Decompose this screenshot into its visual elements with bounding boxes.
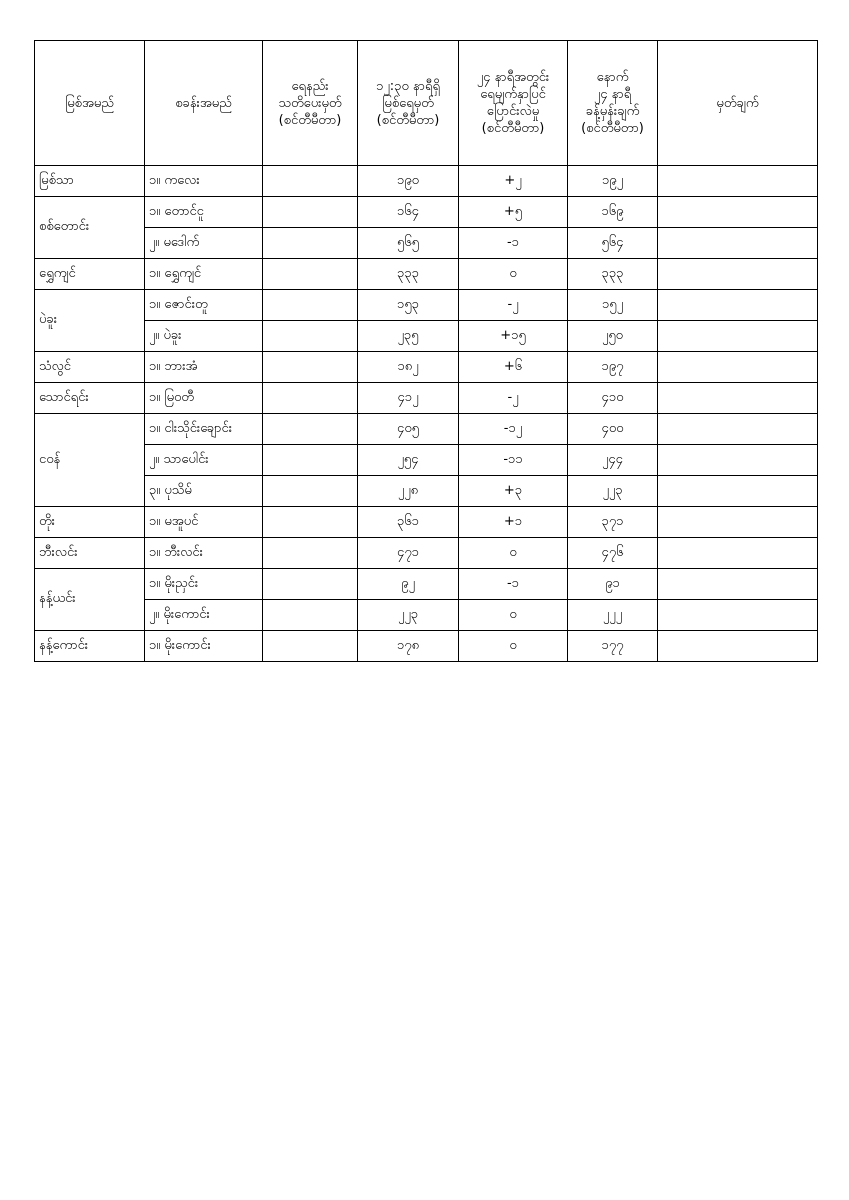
river-name-cell: တိုး — [35, 507, 145, 538]
remarks-cell — [658, 445, 818, 476]
change-cell: +၅ — [459, 197, 568, 228]
header-danger-level: ရေနည်း သတိပေးမှတ် (စင်တီမီတာ) — [263, 41, 358, 166]
station-name-cell: ၂။ မဒေါက် — [145, 228, 263, 259]
change-cell: +၂ — [459, 166, 568, 197]
danger-level-cell — [263, 383, 358, 414]
remarks-cell — [658, 259, 818, 290]
river-name-cell: သံလွင် — [35, 352, 145, 383]
remarks-cell — [658, 507, 818, 538]
station-name-cell: ၁။ ဇောင်းတူ — [145, 290, 263, 321]
change-cell: -၁ — [459, 228, 568, 259]
table-row — [35, 321, 818, 352]
water-level-cell: ၂၂၃ — [358, 600, 459, 631]
water-level-cell: ၁၉၀ — [358, 166, 459, 197]
table-row — [35, 383, 818, 414]
water-level-cell: ၂၃၅ — [358, 321, 459, 352]
station-name-cell: ၃။ ပုသိမ် — [145, 476, 263, 507]
remarks-cell — [658, 197, 818, 228]
danger-level-cell — [263, 321, 358, 352]
danger-level-cell — [263, 290, 358, 321]
change-cell: ၀ — [459, 538, 568, 569]
water-level-cell: ၄၇၁ — [358, 538, 459, 569]
danger-level-cell — [263, 569, 358, 600]
remarks-cell — [658, 290, 818, 321]
forecast-cell: ၉၁ — [568, 569, 658, 600]
water-level-cell: ၁၆၄ — [358, 197, 459, 228]
change-cell: -၁ — [459, 569, 568, 600]
remarks-cell — [658, 600, 818, 631]
water-level-cell: ၄၀၅ — [358, 414, 459, 445]
forecast-cell: ၄၇၆ — [568, 538, 658, 569]
danger-level-cell — [263, 476, 358, 507]
water-level-cell: ၃၃၃ — [358, 259, 459, 290]
header-forecast: နောက် ၂၄ နာရီ ခန့်မှန်းချက် (စင်တီမီတာ) — [568, 41, 658, 166]
forecast-cell: ၂၅၀ — [568, 321, 658, 352]
station-name-cell: ၂။ မိုးကောင်း — [145, 600, 263, 631]
river-name-cell: ပဲခူး — [35, 290, 145, 352]
table-row — [35, 476, 818, 507]
water-level-cell: ၉၂ — [358, 569, 459, 600]
danger-level-cell — [263, 197, 358, 228]
table-row — [35, 166, 818, 197]
station-name-cell: ၁။ တောင်ငူ — [145, 197, 263, 228]
station-name-cell: ၁။ ရွှေကျင် — [145, 259, 263, 290]
danger-level-cell — [263, 414, 358, 445]
table-row — [35, 600, 818, 631]
danger-level-cell — [263, 631, 358, 662]
river-name-cell: ဘီးလင်း — [35, 538, 145, 569]
station-name-cell: ၁။ ငါးသိုင်းချောင်း — [145, 414, 263, 445]
water-level-cell: ၂၂၈ — [358, 476, 459, 507]
station-name-cell: ၁။ ကလေး — [145, 166, 263, 197]
change-cell: +၁ — [459, 507, 568, 538]
change-cell: -၂ — [459, 290, 568, 321]
danger-level-cell — [263, 166, 358, 197]
water-level-cell: ၁၅၃ — [358, 290, 459, 321]
danger-level-cell — [263, 228, 358, 259]
station-name-cell: ၁။ ဘီးလင်း — [145, 538, 263, 569]
change-cell: +၆ — [459, 352, 568, 383]
danger-level-cell — [263, 259, 358, 290]
change-cell: ၀ — [459, 631, 568, 662]
forecast-cell: ၄၀၀ — [568, 414, 658, 445]
change-cell: +၃ — [459, 476, 568, 507]
table-row — [35, 445, 818, 476]
table-row — [35, 228, 818, 259]
danger-level-cell — [263, 352, 358, 383]
station-name-cell: ၁။ မိုးကောင်း — [145, 631, 263, 662]
table-row — [35, 352, 818, 383]
table-row — [35, 290, 818, 321]
table-row — [35, 259, 818, 290]
station-name-cell: ၁။ မိုးညှင်း — [145, 569, 263, 600]
table-row — [35, 507, 818, 538]
change-cell: +၁၅ — [459, 321, 568, 352]
station-name-cell: ၁။ ဘားအံ — [145, 352, 263, 383]
table-row — [35, 538, 818, 569]
river-name-cell: နန့်ယင်း — [35, 569, 145, 631]
remarks-cell — [658, 476, 818, 507]
river-name-cell: နန့်ကောင်း — [35, 631, 145, 662]
forecast-cell: ၂၂၃ — [568, 476, 658, 507]
header-row — [35, 41, 818, 166]
forecast-cell: ၁၇၇ — [568, 631, 658, 662]
header-24h-change: ၂၄ နာရီအတွင်း ရေမျက်နှာပြင် ပြောင်းလဲမှု (စင်တီမီတာ) — [459, 41, 568, 166]
danger-level-cell — [263, 600, 358, 631]
river-name-cell: စစ်တောင်း — [35, 197, 145, 259]
remarks-cell — [658, 383, 818, 414]
forecast-cell: ၁၉၂ — [568, 166, 658, 197]
header-remarks: မှတ်ချက် — [658, 41, 818, 166]
forecast-cell: ၂၂၂ — [568, 600, 658, 631]
remarks-cell — [658, 569, 818, 600]
station-name-cell: ၁။ မအူပင် — [145, 507, 263, 538]
header-station: စခန်းအမည် — [145, 41, 263, 166]
change-cell: -၁၂ — [459, 414, 568, 445]
remarks-cell — [658, 538, 818, 569]
forecast-cell: ၂၄၄ — [568, 445, 658, 476]
table-row — [35, 414, 818, 445]
river-name-cell: မြစ်သာ — [35, 166, 145, 197]
remarks-cell — [658, 166, 818, 197]
station-name-cell: ၁။ မြဝတီ — [145, 383, 263, 414]
danger-level-cell — [263, 507, 358, 538]
change-cell: -၁၁ — [459, 445, 568, 476]
forecast-cell: ၁၆၉ — [568, 197, 658, 228]
remarks-cell — [658, 631, 818, 662]
station-name-cell: ၂။ ပဲခူး — [145, 321, 263, 352]
table-row — [35, 631, 818, 662]
water-level-cell: ၁၇၈ — [358, 631, 459, 662]
forecast-cell: ၅၆၄ — [568, 228, 658, 259]
forecast-cell: ၁၅၂ — [568, 290, 658, 321]
header-river: မြစ်အမည် — [35, 41, 145, 166]
water-level-cell: ၃၆၁ — [358, 507, 459, 538]
river-water-level-table — [34, 40, 818, 662]
change-cell: -၂ — [459, 383, 568, 414]
river-name-cell: သောင်ရင်း — [35, 383, 145, 414]
remarks-cell — [658, 321, 818, 352]
table-row — [35, 569, 818, 600]
station-name-cell: ၂။ သာပေါင်း — [145, 445, 263, 476]
danger-level-cell — [263, 538, 358, 569]
change-cell: ၀ — [459, 259, 568, 290]
change-cell: ၀ — [459, 600, 568, 631]
river-name-cell: ငဝန် — [35, 414, 145, 507]
table-row — [35, 197, 818, 228]
remarks-cell — [658, 414, 818, 445]
header-water-level: ၁၂:၃၀ နာရီရှိ မြစ်ရေမှတ် (စင်တီမီတာ) — [358, 41, 459, 166]
water-level-cell: ၄၁၂ — [358, 383, 459, 414]
forecast-cell: ၁၉၇ — [568, 352, 658, 383]
river-name-cell: ရွှေကျင် — [35, 259, 145, 290]
water-level-cell: ၁၈၂ — [358, 352, 459, 383]
forecast-cell: ၃၇၁ — [568, 507, 658, 538]
remarks-cell — [658, 228, 818, 259]
forecast-cell: ၃၃၃ — [568, 259, 658, 290]
remarks-cell — [658, 352, 818, 383]
water-level-cell: ၅၆၅ — [358, 228, 459, 259]
danger-level-cell — [263, 445, 358, 476]
forecast-cell: ၄၁၀ — [568, 383, 658, 414]
water-level-cell: ၂၅၄ — [358, 445, 459, 476]
